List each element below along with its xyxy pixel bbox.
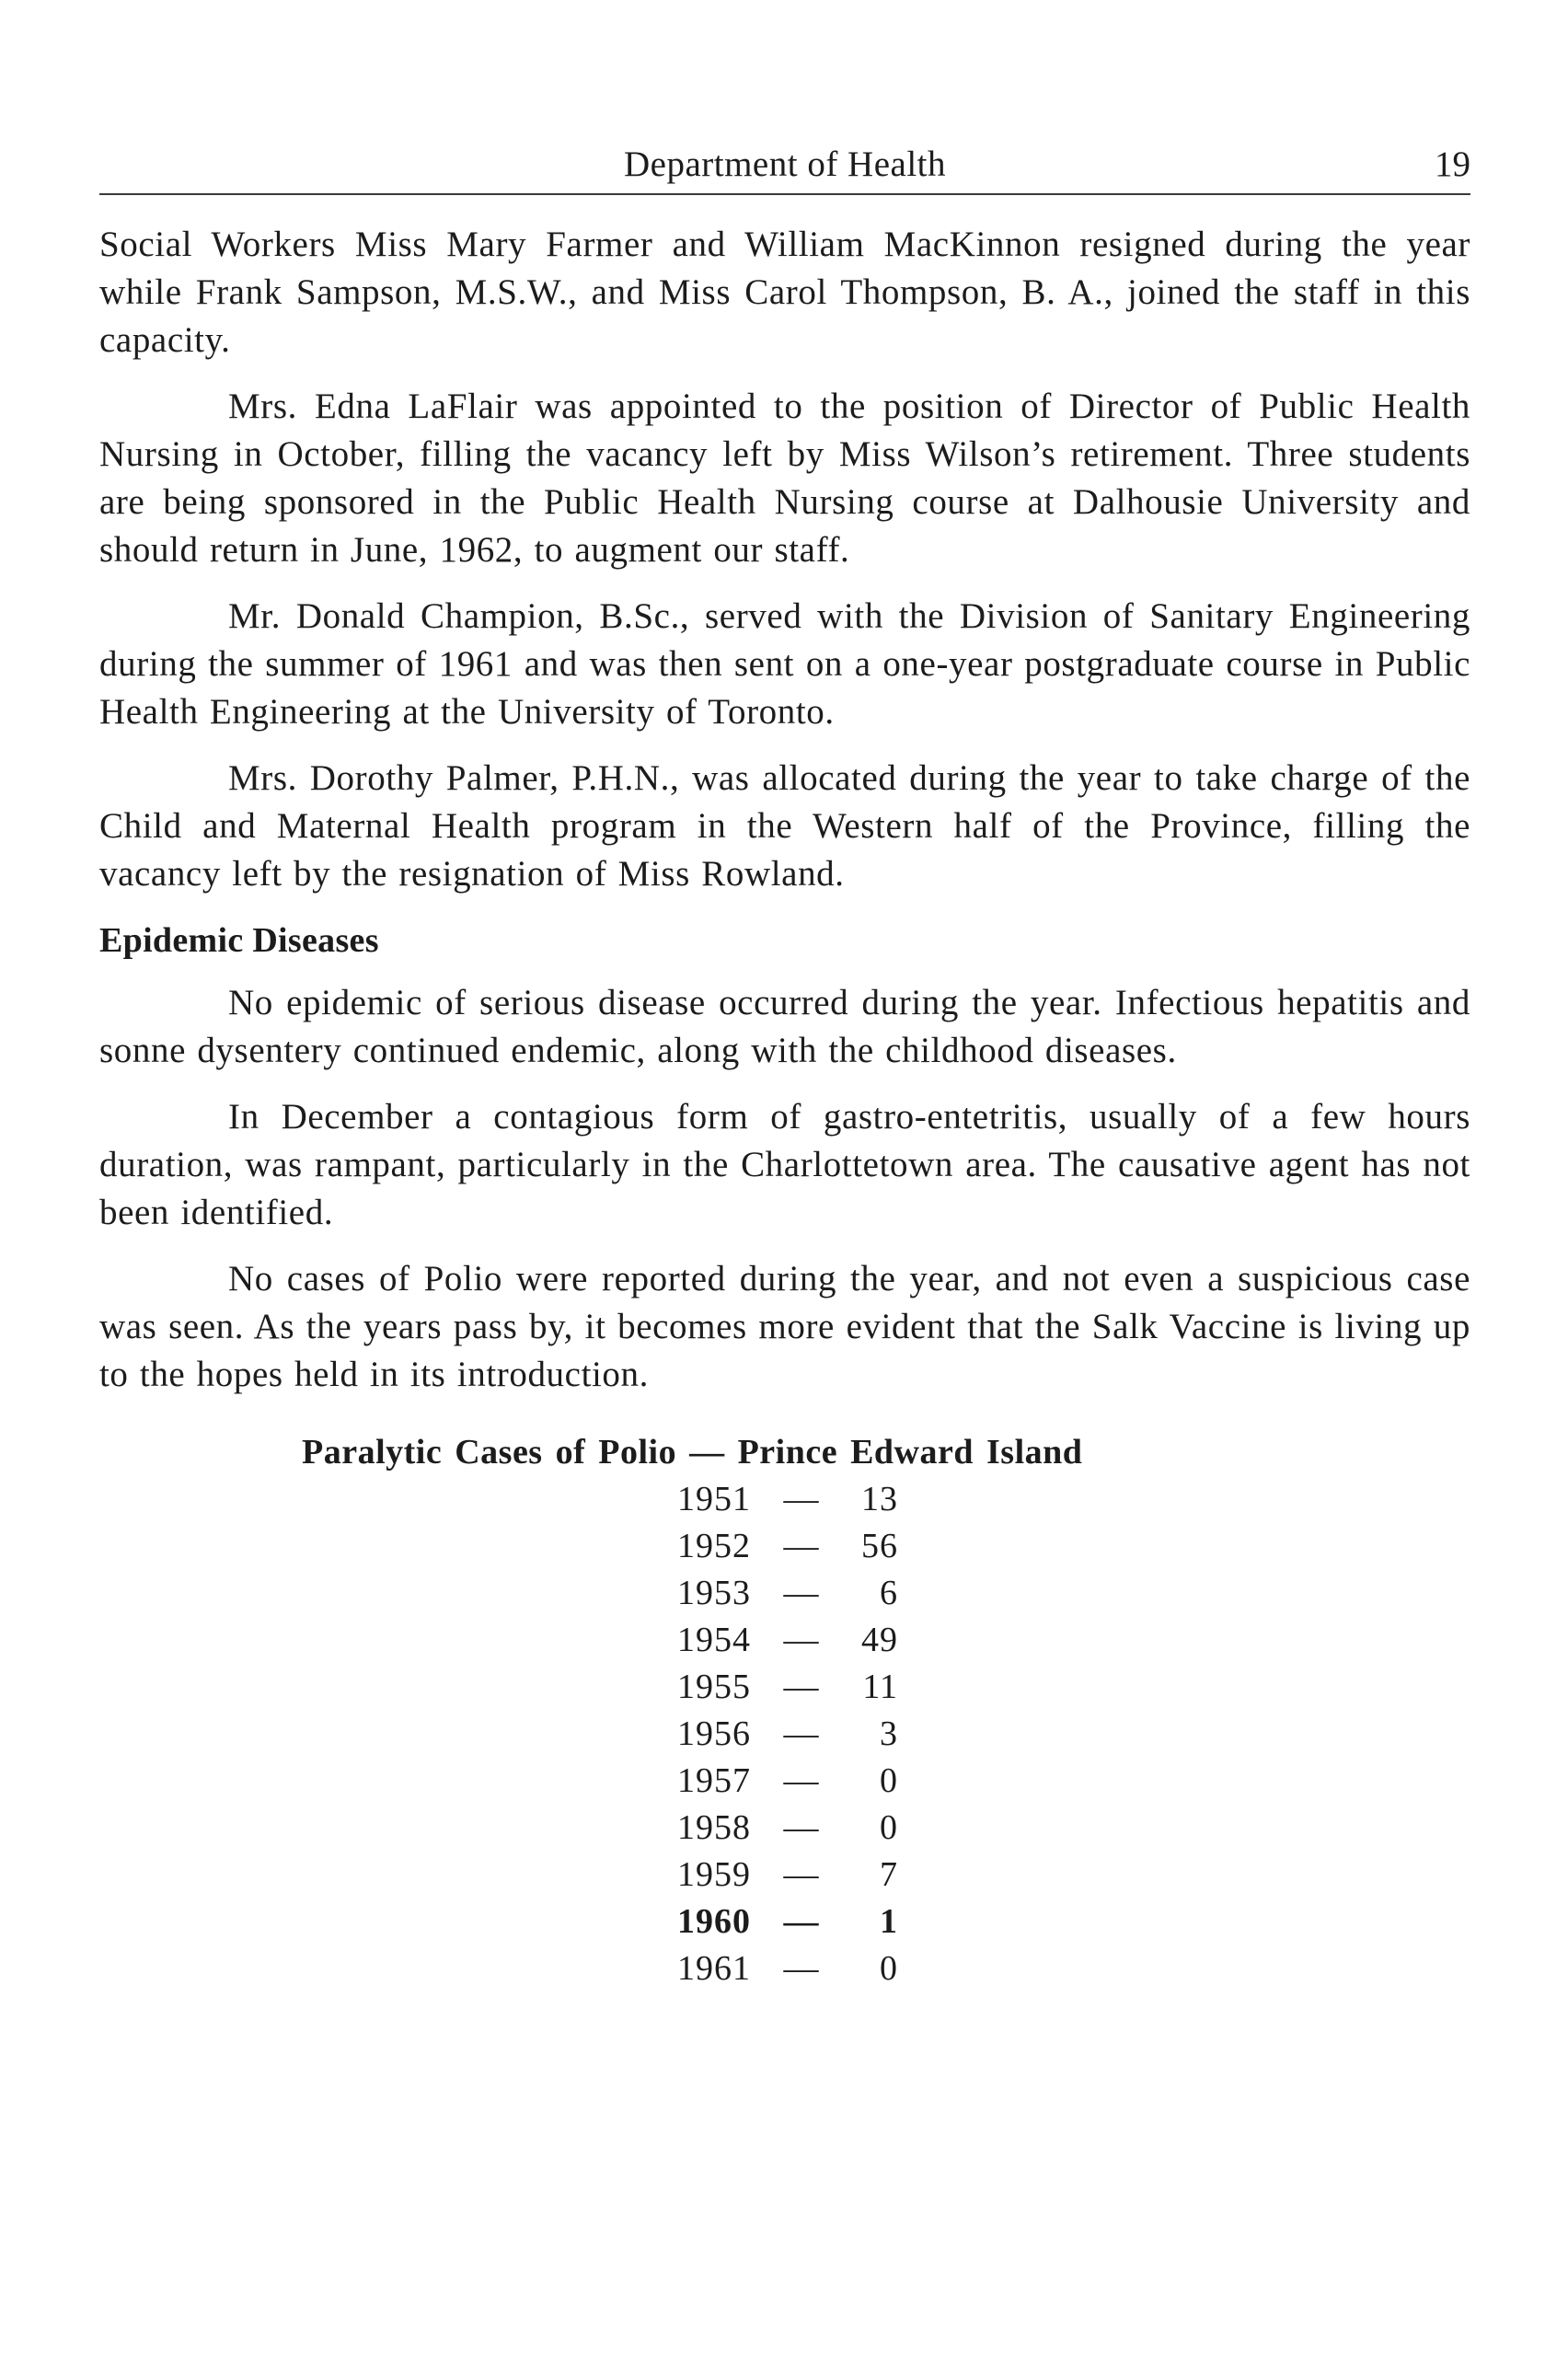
table-separator: —: [783, 1668, 820, 1706]
table-year: 1958: [677, 1808, 751, 1847]
paragraph-social-workers: Social Workers Miss Mary Farmer and William MacKinnon resigned during the year while Frank Sampson, M.S.W., and Miss Carol Thompson, B. A., joined the staff in this capacity.: [99, 225, 1470, 360]
table-cases: 0: [880, 1808, 898, 1847]
table-separator: —: [783, 1808, 820, 1847]
table-row: [677, 1852, 935, 1899]
paragraph-no-epidemic: No epidemic of serious disease occurred during the year. Infectious hepatitis and sonne dysentery continued endemic, along with the childhood diseases.: [99, 983, 1470, 1070]
table-cases: 11: [862, 1668, 898, 1706]
table-separator: —: [783, 1621, 820, 1659]
table-separator: —: [783, 1714, 820, 1753]
table-row: [677, 1617, 935, 1664]
paragraph-public-health-nursing: Mrs. Edna LaFlair was appointed to the position of Director of Public Health Nursing in October, filling the vacancy left by Miss Wilson’s retirement. Three students are being sponsored in the Public Health Nursing course at Dalhousie University and should return in June, 1962, to augment our staff.: [99, 387, 1470, 570]
page-body: [99, 221, 1470, 1992]
paragraph-gastro-enteritis: In December a contagious form of gastro-entetritis, usually of a few hours duration, was rampant, particularly in the Charlottetown area. The causative agent has not been identified.: [99, 1097, 1470, 1232]
table-separator: —: [783, 1480, 820, 1518]
polio-cases-table: [677, 1476, 935, 1992]
table-separator: —: [783, 1855, 820, 1894]
table-cases: 0: [880, 1761, 898, 1800]
table-year: 1960: [677, 1902, 751, 1941]
table-year: 1953: [677, 1574, 751, 1612]
table-cases: 6: [880, 1574, 898, 1612]
table-separator: —: [783, 1949, 820, 1988]
table-cases: 49: [861, 1621, 898, 1659]
table-year: 1956: [677, 1714, 751, 1753]
table-row: [677, 1805, 935, 1852]
table-row: [677, 1945, 935, 1992]
table-cases: 7: [880, 1855, 898, 1894]
table-cases: 3: [880, 1714, 898, 1753]
paragraph-polio: No cases of Polio were reported during the year, and not even a suspicious case was seen. As the years pass by, it becomes more evident that the Salk Vaccine is living up to the hopes held in its introduction.: [99, 1259, 1470, 1394]
running-head-title: Department of Health: [623, 144, 947, 184]
table-cases: 1: [880, 1902, 898, 1941]
page-header: [99, 136, 1470, 195]
table-year: 1954: [677, 1621, 751, 1659]
paragraph-child-maternal-health: Mrs. Dorothy Palmer, P.H.N., was allocated during the year to take charge of the Child and Maternal Health program in the Western half of the Province, filling the vacancy left by the resignation of Miss Rowland.: [99, 758, 1470, 894]
table-row: [677, 1711, 935, 1758]
table-row: [677, 1476, 935, 1523]
polio-table-title: Paralytic Cases of Polio — Prince Edward Island: [302, 1433, 1083, 1472]
table-cases: 56: [861, 1527, 898, 1565]
table-cases: 0: [880, 1949, 898, 1988]
table-year: 1957: [677, 1761, 751, 1800]
table-year: 1955: [677, 1668, 751, 1706]
table-year: 1952: [677, 1527, 751, 1565]
table-separator: —: [783, 1527, 820, 1565]
paragraph-sanitary-engineering: Mr. Donald Champion, B.Sc., served with the Division of Sanitary Engineering during the summer of 1961 and was then sent on a one-year postgraduate course in Public Health Engineering at the University of Toronto.: [99, 596, 1470, 732]
table-row: [677, 1664, 935, 1711]
table-row: [677, 1570, 935, 1617]
table-year: 1959: [677, 1855, 751, 1894]
table-year: 1961: [677, 1949, 751, 1988]
table-year: 1951: [677, 1480, 751, 1518]
table-cases: 13: [861, 1480, 898, 1518]
table-row: [677, 1758, 935, 1805]
table-row: [677, 1899, 935, 1945]
table-separator: —: [783, 1902, 820, 1941]
page-number: 19: [1435, 144, 1470, 184]
table-row: [677, 1523, 935, 1570]
section-heading-epidemic-diseases: Epidemic Diseases: [99, 921, 379, 960]
table-separator: —: [783, 1761, 820, 1800]
table-separator: —: [783, 1574, 820, 1612]
